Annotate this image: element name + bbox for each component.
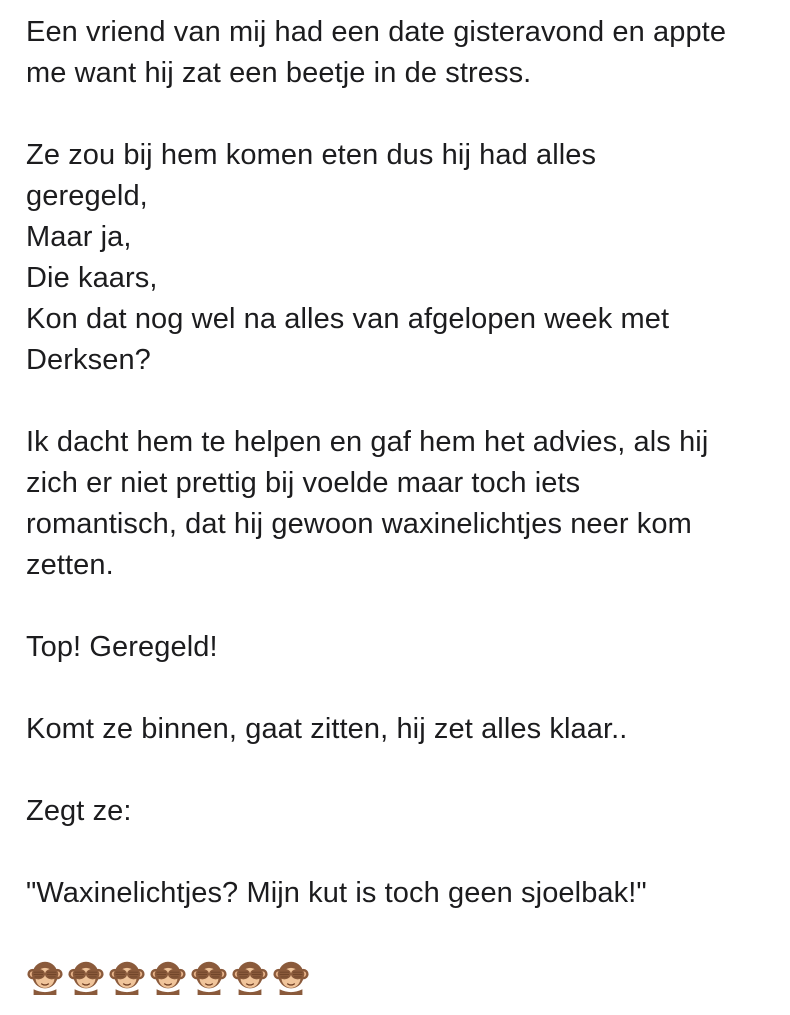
paragraph-intro: Een vriend van mij had een date gisteravond en appte me want hij zat een beetje in de stress. bbox=[26, 16, 727, 89]
post-body bbox=[26, 12, 782, 996]
paragraph-advice: Ik dacht hem te helpen en gaf hem het advies, als hij zich er niet prettig bij voelde maar toch iets romantisch, dat hij gewoon waxinelichtjes neer kom zetten. bbox=[26, 426, 709, 581]
see-no-evil-monkey-icon bbox=[26, 957, 64, 995]
see-no-evil-monkey-icon bbox=[108, 957, 146, 995]
paragraph-settled: Top! Geregeld! bbox=[26, 631, 218, 663]
see-no-evil-monkey-icon bbox=[67, 957, 105, 995]
see-no-evil-monkey-icon bbox=[272, 957, 310, 995]
see-no-evil-monkey-icon bbox=[149, 957, 187, 995]
see-no-evil-monkey-icon bbox=[190, 957, 228, 995]
paragraph-arrival: Komt ze binnen, gaat zitten, hij zet alles klaar.. bbox=[26, 713, 628, 745]
paragraph-she-says: Zegt ze: bbox=[26, 795, 132, 827]
emoji-row bbox=[26, 955, 782, 996]
paragraph-quote: "Waxinelichtjes? Mijn kut is toch geen sjoelbak!" bbox=[26, 877, 647, 909]
see-no-evil-monkey-icon bbox=[231, 957, 269, 995]
paragraph-candle: Ze zou bij hem komen eten dus hij had alles geregeld, Maar ja, Die kaars, Kon dat nog wel na alles van afgelopen week met Derksen? bbox=[26, 139, 670, 376]
